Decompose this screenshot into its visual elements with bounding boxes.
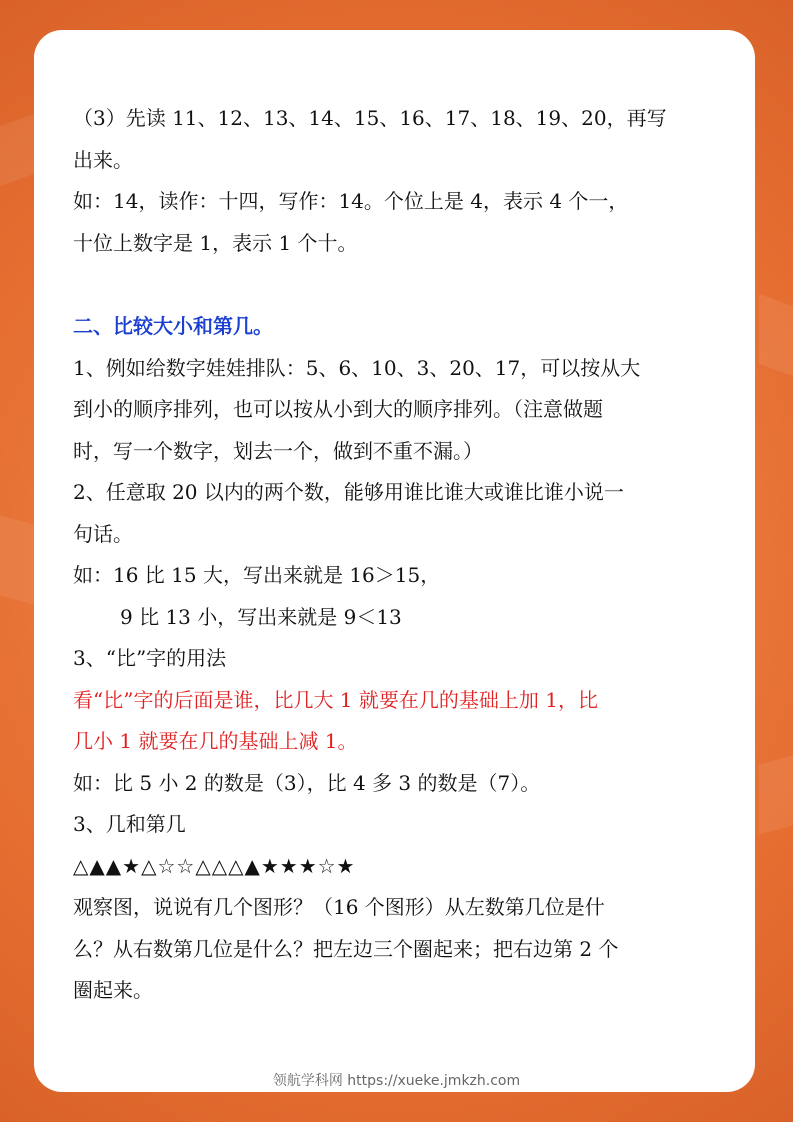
- spacer: [73, 264, 723, 306]
- text-line: 句话。: [73, 521, 133, 546]
- text-line: 如：16 比 15 大，写出来就是 16＞15，: [73, 563, 441, 587]
- highlight-line: 几小 1 就要在几的基础上减 1。: [73, 729, 358, 753]
- highlight-line: 看“比”字的后面是谁，比几大 1 就要在几的基础上加 1，比: [73, 687, 598, 712]
- text-line: 十位上数字是 1，表示 1 个十。: [73, 230, 358, 255]
- text-line: 9 比 13 小，写出来就是 9＜13: [120, 604, 402, 629]
- document-body: [73, 98, 723, 1012]
- text-line: 时，写一个数字，划去一个，做到不重不漏。）: [73, 438, 483, 463]
- text-line: 圈起来。: [73, 978, 153, 1002]
- text-line: （3）先读 11、12、13、14、15、16、17、18、19、20，再写: [73, 106, 667, 130]
- text-line: 么？从右数第几位是什么？把左边三个圈起来；把右边第 2 个: [73, 936, 619, 961]
- text-line: 如：14，读作：十四，写作：14。个位上是 4，表示 4 个一，: [73, 189, 629, 213]
- section-heading: 二、比较大小和第几。: [73, 314, 273, 338]
- text-line: 3、“比”字的用法: [73, 646, 227, 670]
- text-line: 到小的顺序排列，也可以按从小到大的顺序排列。（注意做题: [73, 397, 603, 421]
- text-line: 出来。: [73, 147, 133, 172]
- text-line: 如：比 5 小 2 的数是（3），比 4 多 3 的数是（7）。: [73, 770, 541, 795]
- text-line: 观察图，说说有几个图形？（16 个图形）从左数第几位是什: [73, 895, 605, 919]
- text-line: 3、几和第几: [73, 812, 186, 836]
- shape-sequence: △▲▲★△☆☆△△△▲★★★☆★: [73, 853, 356, 878]
- text-line: 1、例如给数字娃娃排队：5、6、10、3、20、17，可以按从大: [73, 355, 641, 380]
- text-line: 2、任意取 20 以内的两个数，能够用谁比谁大或谁比谁小说一: [73, 480, 624, 504]
- footer-watermark: 领航学科网 https://xueke.jmkzh.com: [272, 1073, 521, 1089]
